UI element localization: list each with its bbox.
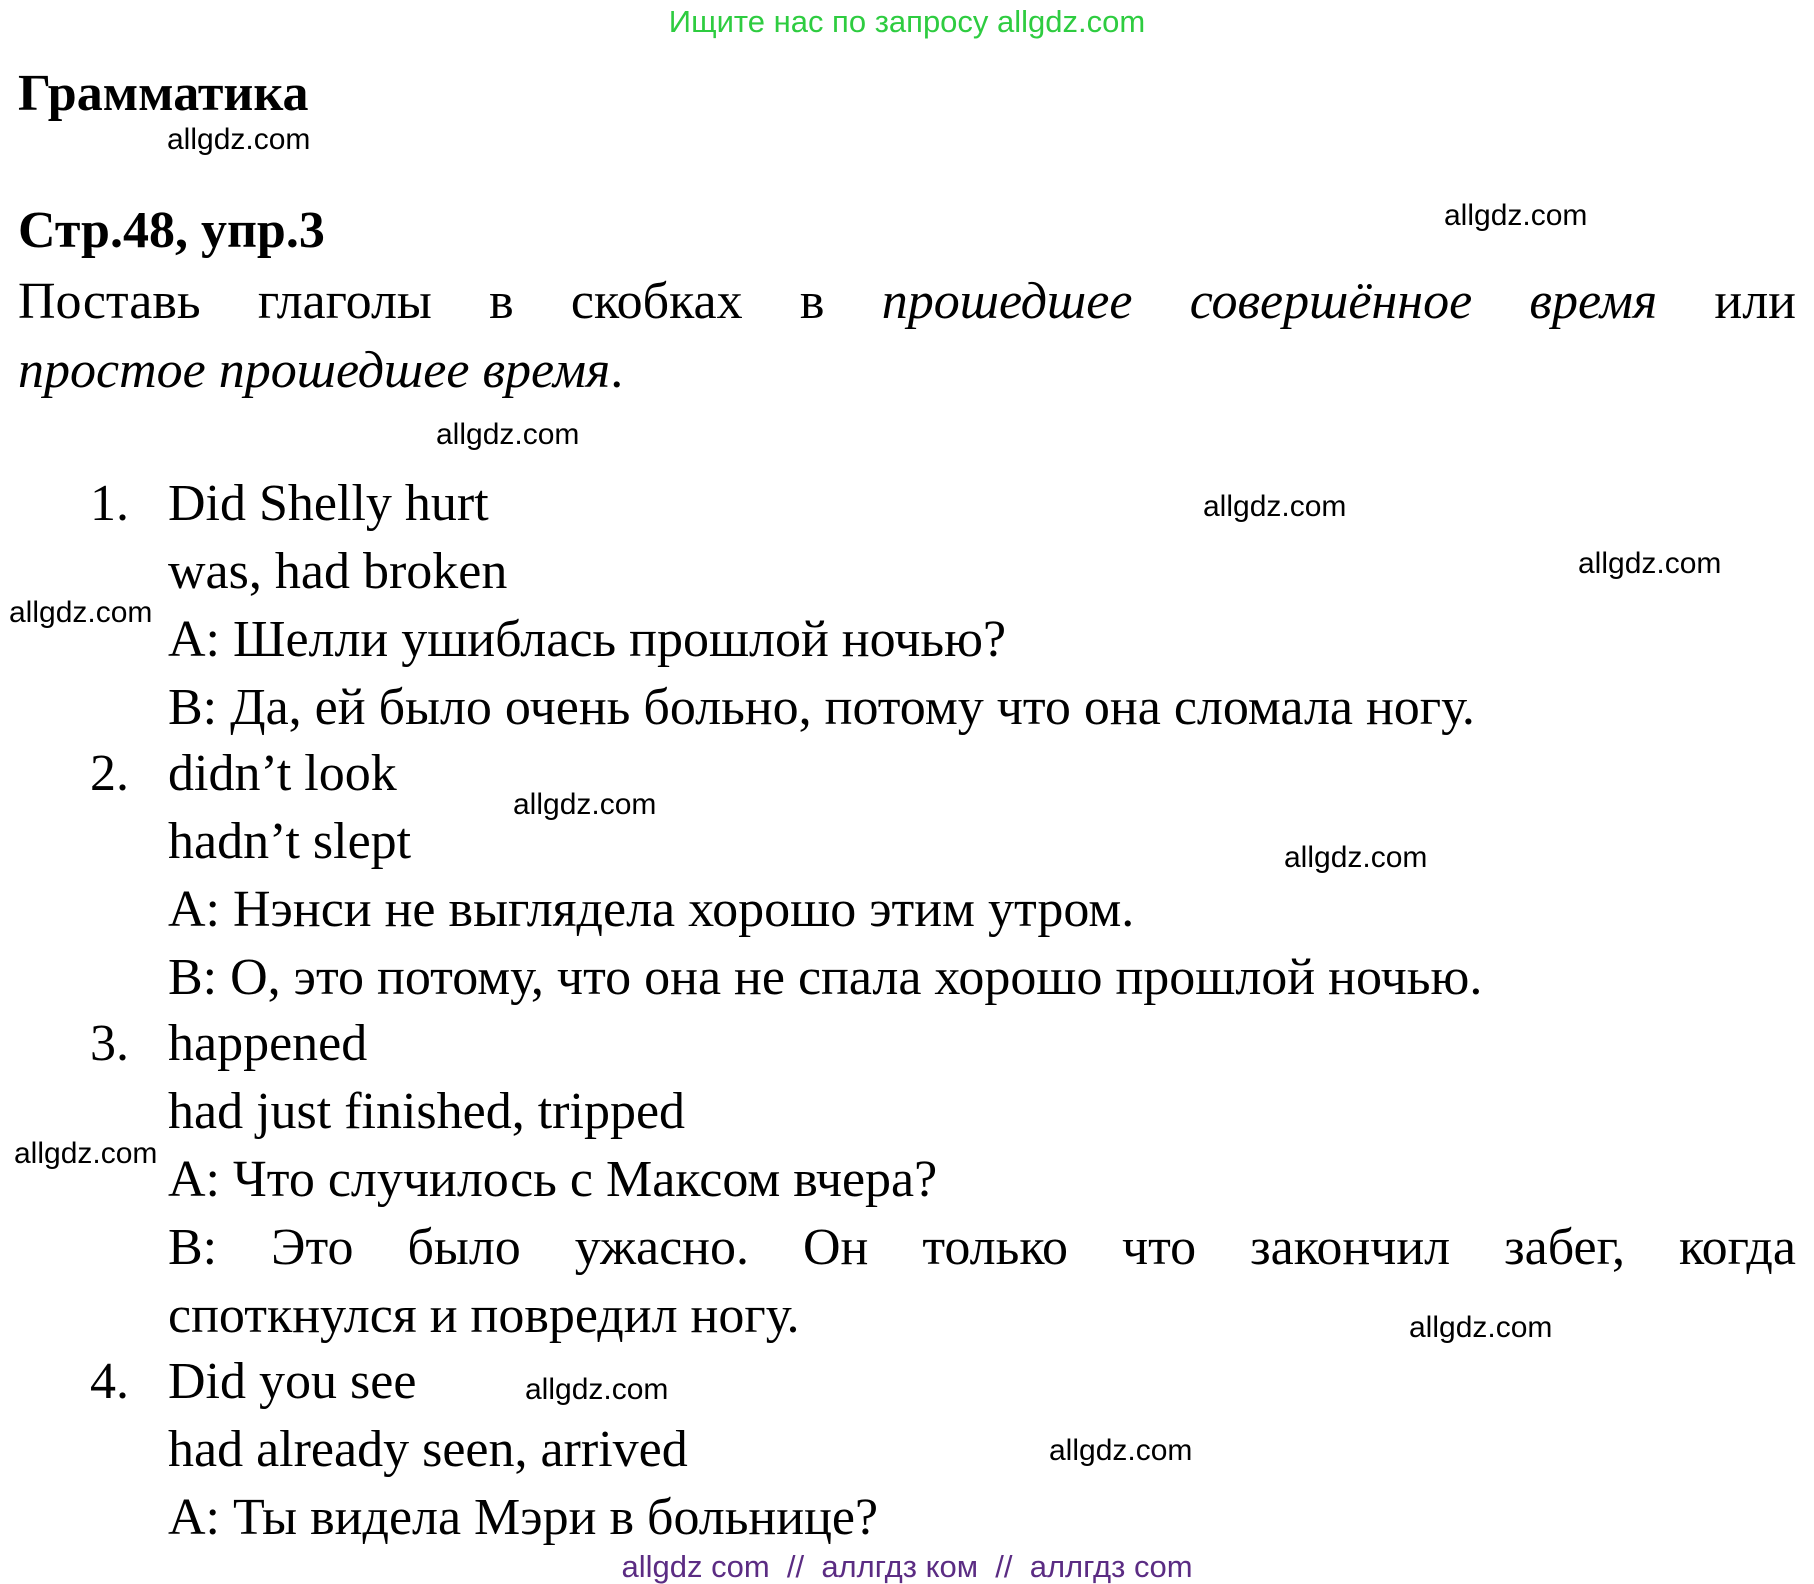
dialogue-word: забег, (1504, 1219, 1626, 1276)
item-2-dialogue-b: B: О, это потому, что она не спала хорошо прошлой ночью. (168, 949, 1483, 1006)
item-3-answer-2: had just finished, tripped (168, 1083, 686, 1140)
watermark: allgdz.com (525, 1373, 669, 1406)
instruction-word-italic: время (1529, 273, 1658, 330)
watermark: allgdz.com (9, 596, 153, 629)
dialogue-word: когда (1679, 1219, 1796, 1276)
item-4-dialogue-a: A: Ты видела Мэри в больнице? (168, 1489, 879, 1546)
item-3-dialogue-b-continued: споткнулся и повредил ногу. (168, 1287, 800, 1344)
section-title: Грамматика (18, 65, 309, 122)
instruction-word-italic: прошедшее (881, 273, 1133, 330)
item-4-answer-2: had already seen, arrived (168, 1421, 688, 1478)
instruction-word-italic: совершённое (1189, 273, 1473, 330)
watermark: allgdz.com (1578, 547, 1722, 580)
dialogue-word: было (407, 1219, 521, 1276)
dialogue-word: закончил (1250, 1219, 1451, 1276)
item-2-dialogue-a: A: Нэнси не выглядела хорошо этим утром. (168, 881, 1135, 938)
watermark: allgdz.com (167, 123, 311, 156)
item-3-dialogue-b (168, 1219, 1796, 1276)
item-4-number: 4. (90, 1353, 129, 1410)
instruction-line-2 (18, 342, 624, 399)
instruction-word: или (1714, 273, 1796, 330)
exercise-title: Стр.48, упр.3 (18, 202, 325, 259)
dialogue-word: Это (271, 1219, 354, 1276)
watermark: allgdz.com (513, 788, 657, 821)
item-3-dialogue-a: A: Что случилось с Максом вчера? (168, 1151, 938, 1208)
dialogue-word: только (922, 1219, 1068, 1276)
watermark: allgdz.com (1049, 1434, 1193, 1467)
instruction-tail: . (610, 342, 624, 399)
instruction-word: скобках (570, 273, 743, 330)
instruction-word: Поставь (18, 273, 201, 330)
item-1-dialogue-b: B: Да, ей было очень больно, потому что она сломала ногу. (168, 679, 1475, 736)
dialogue-word: B: (168, 1219, 218, 1276)
item-1-number: 1. (90, 475, 129, 532)
item-1-answer-2: was, had broken (168, 543, 508, 600)
bottom-banner[interactable]: allgdz com // аллгдз ком // аллгдз com (621, 1549, 1193, 1584)
watermark: allgdz.com (14, 1137, 158, 1170)
watermark: allgdz.com (1409, 1311, 1553, 1344)
item-2-number: 2. (90, 745, 129, 802)
instruction-italic: простое прошедшее время (18, 342, 611, 399)
watermark: allgdz.com (1203, 490, 1347, 523)
watermark: allgdz.com (1444, 199, 1588, 232)
item-1-answer-1: Did Shelly hurt (168, 475, 489, 532)
watermark: allgdz.com (436, 418, 580, 451)
dialogue-word: что (1121, 1219, 1197, 1276)
item-3-answer-1: happened (168, 1015, 368, 1072)
dialogue-word: ужасно. (574, 1219, 749, 1276)
instruction-line-1 (18, 273, 1796, 330)
item-3-number: 3. (90, 1015, 129, 1072)
top-banner[interactable]: Ищите нас по запросу allgdz.com (668, 4, 1146, 39)
instruction-word: в (799, 273, 825, 330)
item-2-answer-1: didn’t look (168, 745, 397, 802)
watermark: allgdz.com (1284, 841, 1428, 874)
item-2-answer-2: hadn’t slept (168, 813, 412, 870)
instruction-word: глаголы (257, 273, 432, 330)
item-1-dialogue-a: A: Шелли ушиблась прошлой ночью? (168, 611, 1007, 668)
dialogue-word: Он (802, 1219, 869, 1276)
instruction-word: в (489, 273, 514, 330)
item-4-answer-1: Did you see (168, 1353, 417, 1410)
